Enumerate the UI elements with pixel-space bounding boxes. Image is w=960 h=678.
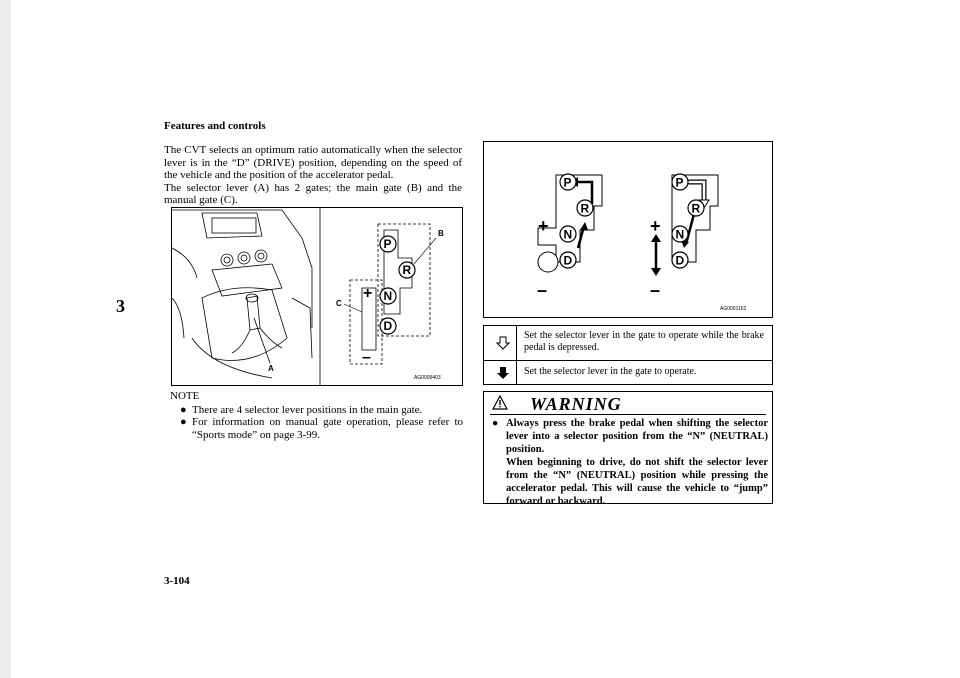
label-c: C — [336, 299, 342, 308]
right-gate-r: R — [691, 201, 701, 216]
warning-line-2: When beginning to drive, do not shift the selector lever from the “N” (NEUTRAL) position while pressing the accelerator pedal. This will cause the vehicle to “jump” forward or backward. — [506, 457, 768, 507]
gate-n: N — [383, 289, 393, 303]
left-minus-sign: – — [537, 280, 548, 300]
note-item-text: There are 4 selector lever positions in the main gate. — [192, 403, 423, 416]
chapter-number: 3 — [116, 296, 125, 316]
warning-title: WARNING — [530, 394, 622, 414]
shift-operation-figure — [483, 141, 773, 318]
chapter-tab-bar — [0, 0, 11, 678]
note-item-1 — [170, 404, 463, 417]
minus-sign: – — [362, 349, 371, 366]
page-number: 3-104 — [164, 575, 190, 587]
bullet-icon: ● — [180, 416, 187, 428]
label-b: B — [438, 229, 444, 238]
note-block — [170, 390, 463, 441]
note-title: NOTE — [170, 390, 200, 402]
gate-d: D — [383, 319, 393, 333]
console-illustration — [172, 208, 462, 385]
paragraph-gates: The selector lever (A) has 2 gates; the main gate (B) and the manual gate (C). — [164, 181, 462, 206]
body-text — [164, 144, 462, 207]
warning-body — [492, 417, 768, 508]
right-minus-sign: – — [650, 280, 661, 300]
plus-sign: + — [363, 285, 373, 302]
section-header: Features and controls — [164, 120, 266, 132]
left-gate-r: R — [580, 201, 590, 216]
warning-divider — [490, 414, 766, 415]
shift-diagram — [484, 142, 772, 317]
note-item-2 — [170, 416, 463, 441]
left-gate-p: P — [563, 175, 572, 190]
warning-triangle-icon — [492, 395, 508, 410]
right-gate-d: D — [675, 253, 685, 268]
legend-row-solid — [484, 360, 772, 385]
paragraph-cvt: The CVT selects an optimum ratio automatically when the selector lever is in the “D” (DRIVE) position, depending on the speed of the vehicle and the position of the accelerator pedal. — [164, 144, 462, 181]
bullet-icon: ● — [180, 403, 187, 416]
right-gate-p: P — [675, 175, 684, 190]
left-gate-n: N — [563, 227, 573, 242]
warning-line-1: Always press the brake pedal when shifting the selector lever into a selector position from the “N” (NEUTRAL) position. — [506, 418, 768, 455]
selector-lever-figure — [171, 207, 463, 386]
left-gate-d: D — [563, 253, 573, 268]
warning-box — [483, 391, 773, 507]
label-a: A — [268, 364, 274, 373]
solid-down-arrow-icon — [496, 366, 510, 380]
right-plus-sign: + — [650, 216, 661, 236]
bullet-icon: ● — [492, 418, 499, 429]
legend-text-outline: Set the selector lever in the gate to operate while the brake pedal is depressed. — [524, 330, 764, 353]
legend-text-solid: Set the selector lever in the gate to operate. — [524, 366, 697, 377]
gate-p: P — [383, 237, 392, 251]
outline-down-arrow-icon — [496, 336, 510, 350]
left-plus-sign: + — [538, 216, 549, 236]
figure1-id: AG0009403 — [414, 375, 441, 381]
note-item-text: For information on manual gate operation, please refer to “Sports mode” on page 3-99. — [192, 416, 463, 441]
right-gate-n: N — [675, 227, 685, 242]
legend-row-outline — [484, 326, 772, 360]
gate-r: R — [402, 263, 412, 277]
legend-table — [483, 325, 773, 385]
figure2-id: AG0001162 — [720, 306, 747, 312]
